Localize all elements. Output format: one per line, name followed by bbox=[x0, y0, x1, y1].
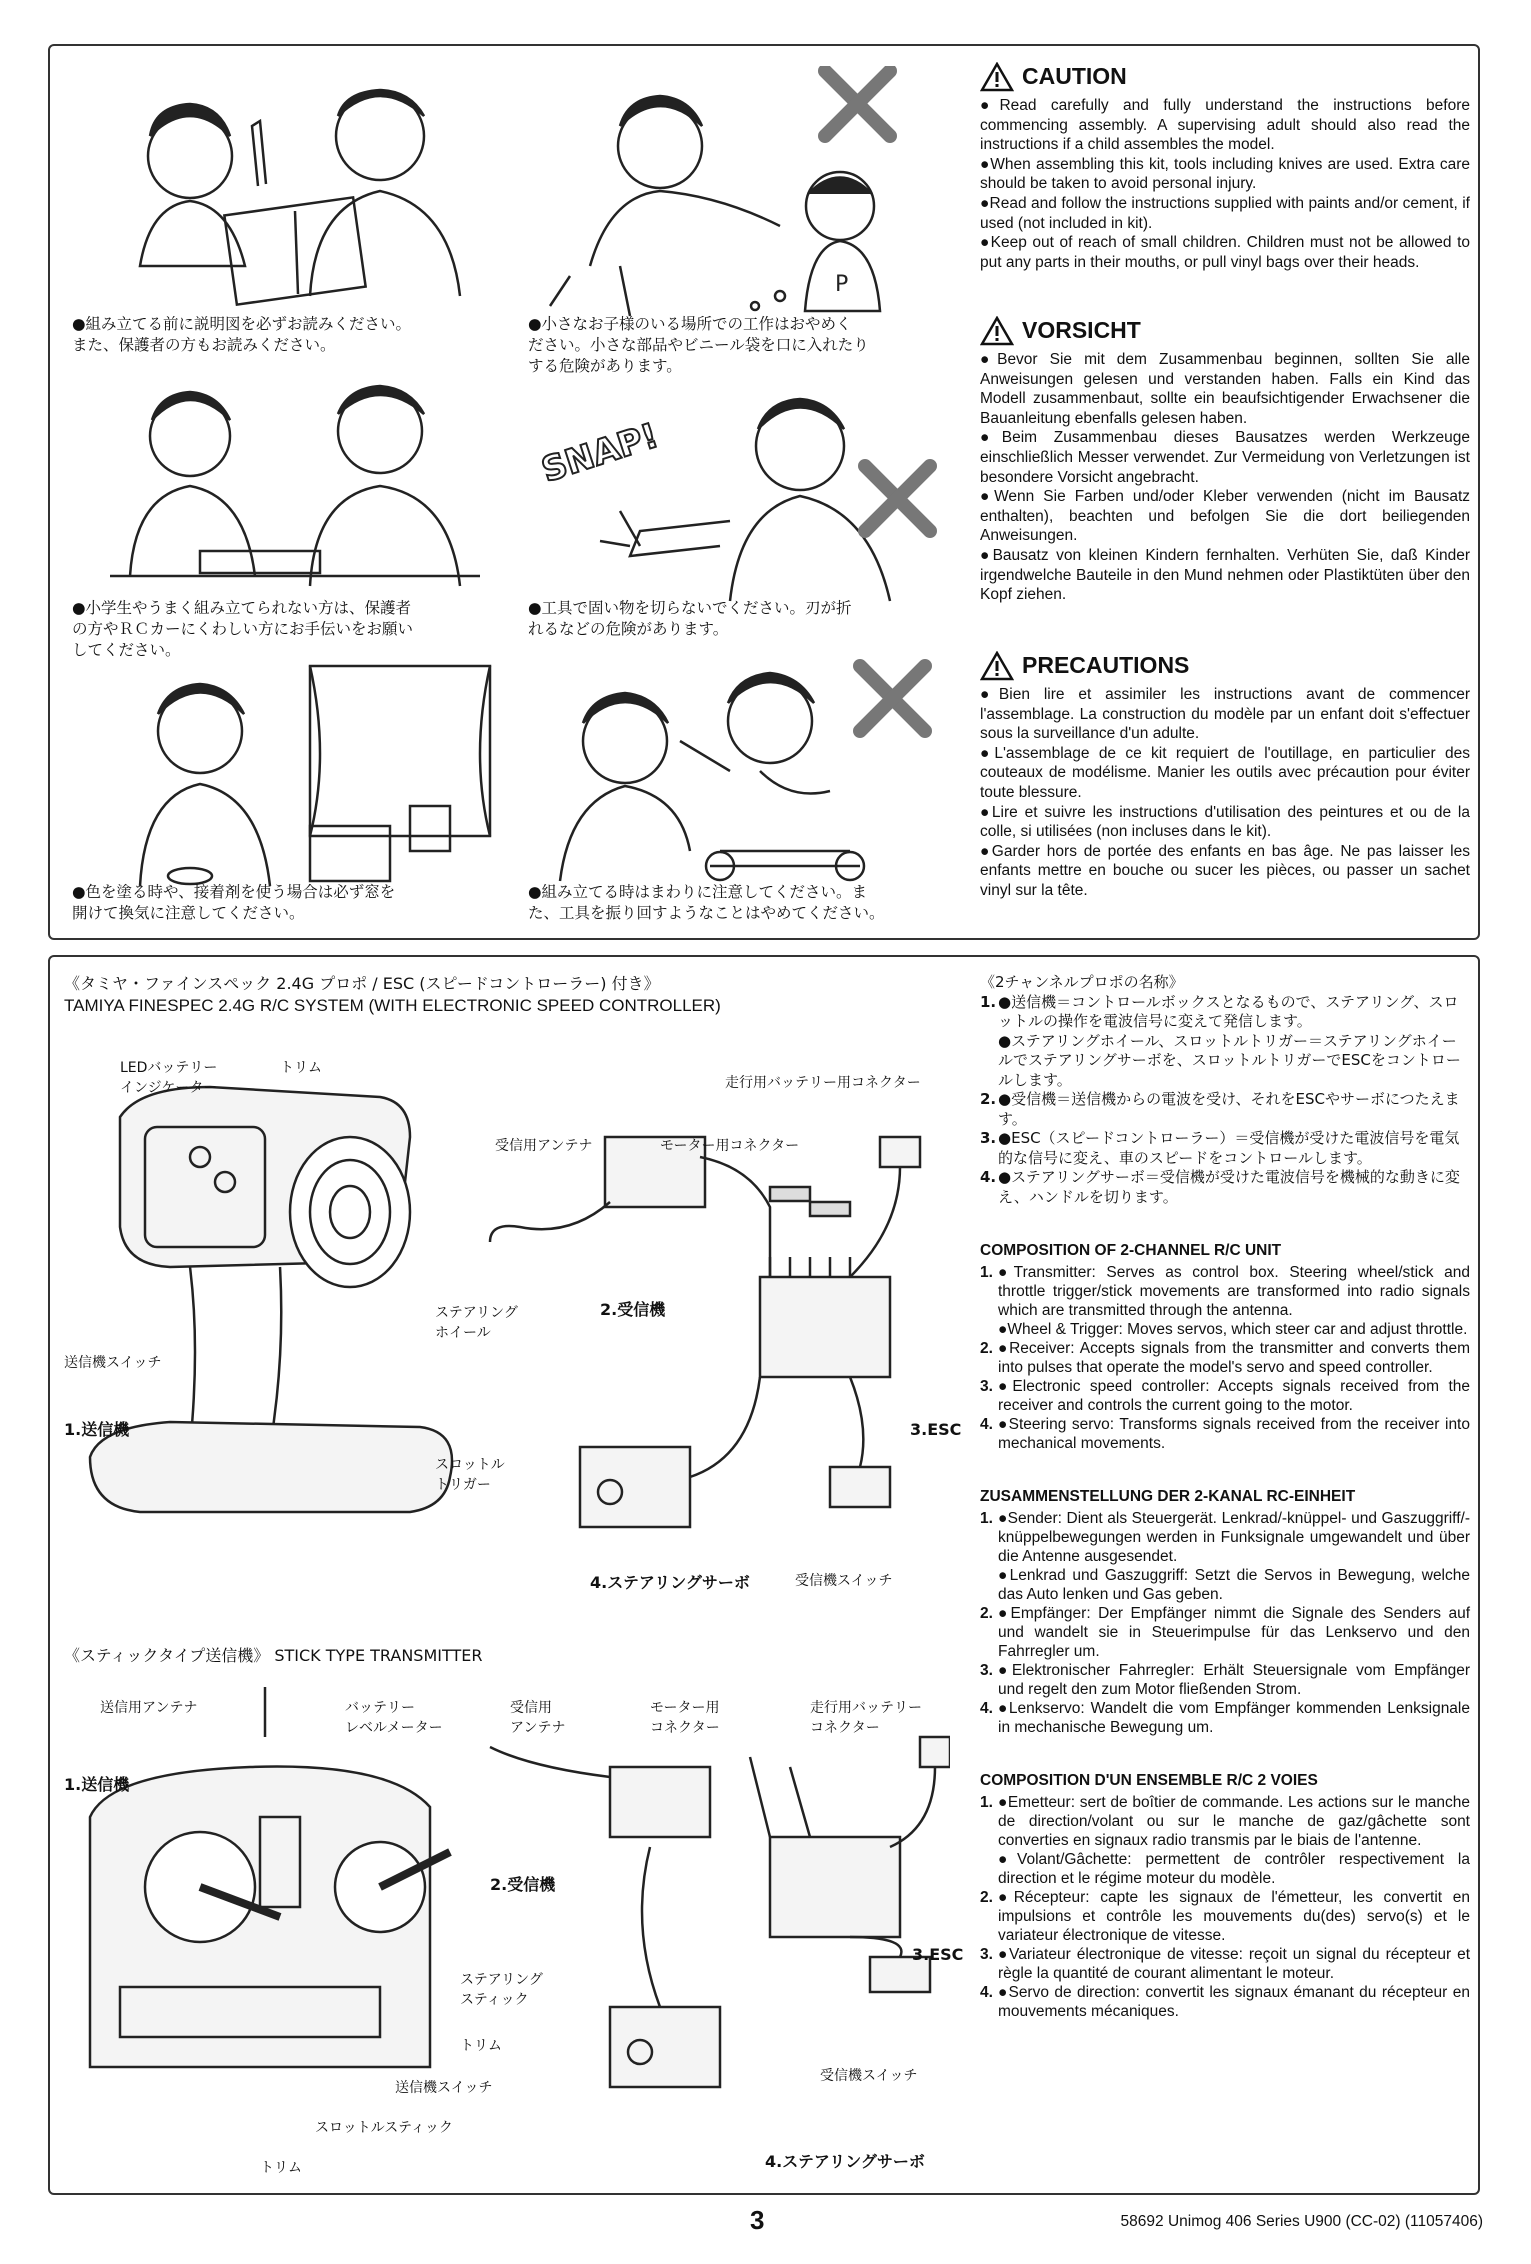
caution-item: ●Read and follow the instructions supplied with paints and/or cement, if used (not included in kit). bbox=[980, 194, 1470, 232]
item-text: ●Variateur électronique de vitesse: reçoit un signal du récepteur et règle la quantité de courant alimentant le moteur. bbox=[998, 1946, 1470, 1982]
label-motor-connector-stick: モーター用 コネクター bbox=[650, 1700, 720, 1736]
item-number: 1. bbox=[980, 1510, 993, 1527]
item-number: 2. bbox=[980, 1090, 997, 1108]
snap-text: SNAP! bbox=[536, 415, 664, 491]
item-text: ●Lenkrad und Gaszuggriff: Setzt die Servos in Bewegung, welche das Auto lenken und Gas geben. bbox=[998, 1567, 1470, 1603]
label-battery-level-meter: バッテリー レベルメーター bbox=[345, 1700, 443, 1736]
caution-section bbox=[980, 62, 1470, 272]
caution-heading bbox=[980, 62, 1470, 92]
label-esc-stick: 3.ESC bbox=[912, 1945, 964, 1964]
item-number: 4. bbox=[980, 1984, 993, 2001]
label-drive-battery-connector: 走行用バッテリー用コネクター bbox=[725, 1075, 921, 1091]
safety-panel bbox=[48, 44, 1480, 940]
item-text: ●Receiver: Accepts signals from the transmitter and converts them into pulses that operate the model's servo and speed controller. bbox=[998, 1340, 1470, 1376]
vorsicht-item: ●Beim Zusammenbau dieses Bausatzes werden Werkzeuge einschließlich Messer verwendet. Zur Vermeidung von Verletzungen ist besondere Vorsicht angebracht. bbox=[980, 429, 1470, 486]
note-cutting-hard-objects: ●工具で固い物を切らないでください。刃が折 れるなどの危険があります。 bbox=[528, 599, 852, 638]
precautions-title: PRECAUTIONS bbox=[1022, 652, 1190, 679]
precautions-section bbox=[980, 651, 1470, 901]
label-throttle-stick: スロットルスティック bbox=[315, 2120, 453, 2136]
jp-components-title: 《2チャンネルプロポの名称》 bbox=[980, 973, 1184, 991]
illustration-painting bbox=[80, 656, 500, 906]
item-number bbox=[980, 1850, 998, 1888]
label-transmitter-switch: 送信機スイッチ bbox=[64, 1355, 162, 1371]
item-number: 2. bbox=[980, 1605, 993, 1622]
system-title-en: TAMIYA FINESPEC 2.4G R/C SYSTEM (WITH ELECTRONIC SPEED CONTROLLER) bbox=[64, 996, 721, 1015]
note-small-children: ●小さなお子様のいる場所での工作はおやめく ださい。小さな部品やビニール袋を口に入れたり する危険があります。 bbox=[528, 315, 869, 375]
rc-system-panel bbox=[48, 955, 1480, 2195]
note-ask-for-help: ●小学生やうまく組み立てられない方は、保護者 の方やＲＣカーにくわしい方にお手伝いをお願い してください。 bbox=[72, 599, 414, 659]
fr-components-title: COMPOSITION D'UN ENSEMBLE R/C 2 VOIES bbox=[980, 1772, 1318, 1789]
caution-item: ●Read carefully and fully understand the instructions before commencing assembly. A supervising adult should also read the instructions if a child assembles the model. bbox=[980, 97, 1470, 154]
page-number: 3 bbox=[750, 2205, 765, 2235]
label-trim2-stick: トリム bbox=[260, 2160, 302, 2176]
stick-transmitter-diagram bbox=[50, 1677, 950, 2187]
item-number: 4. bbox=[980, 1168, 997, 1186]
item-number: 1. bbox=[980, 1794, 993, 1811]
label-receiver: 2.受信機 bbox=[600, 1300, 666, 1319]
caution-item: ●Keep out of reach of small children. Children must not be allowed to put any parts in their mouths, or pull vinyl bags over their heads. bbox=[980, 234, 1470, 271]
illustration-swinging-tools bbox=[530, 651, 950, 901]
caution-item: ●When assembling this kit, tools including knives are used. Extra care should be taken to avoid personal injury. bbox=[980, 155, 1470, 193]
item-text: ●Récepteur: capte les signaux de l'émetteur, les convertit en impulsions et contrôle les mouvements du(des) servo(s) et le variateur électronique de vitesse. bbox=[998, 1889, 1470, 1944]
vorsicht-section bbox=[980, 316, 1470, 605]
item-number: 3. bbox=[980, 1378, 993, 1395]
label-rx-antenna-stick: 受信用 アンテナ bbox=[510, 1700, 566, 1736]
item-number: 4. bbox=[980, 1700, 993, 1717]
item-text: ●送信機＝コントロールボックスとなるもので、ステアリング、スロットルの操作を電波信号に変えて発信します。 bbox=[998, 992, 1459, 1030]
label-steering-wheel: ステアリング ホイール bbox=[435, 1305, 518, 1341]
item-text: ●Elektronischer Fahrregler: Erhält Steuersignale vom Empfänger und regelt den zum Motor fließenden Strom. bbox=[998, 1662, 1470, 1698]
precautions-heading bbox=[980, 651, 1470, 681]
label-rx-switch-stick: 受信機スイッチ bbox=[820, 2068, 918, 2084]
item-number: 3. bbox=[980, 1129, 997, 1147]
label-tx-switch-stick: 送信機スイッチ bbox=[395, 2080, 493, 2096]
label-trim-stick: トリム bbox=[460, 2038, 502, 2054]
jp-components-section bbox=[980, 973, 1470, 1207]
item-number: 2. bbox=[980, 1889, 993, 1906]
item-text: ●Sender: Dient als Steuergerät. Lenkrad/-knüppel- und Gaszuggriff/- knüppelbewegungen werden in Funksignale umgewandelt und über die Antenne ausgesendet. bbox=[998, 1510, 1470, 1565]
caution-title: CAUTION bbox=[1022, 63, 1127, 90]
warning-triangle-icon bbox=[980, 62, 1014, 92]
item-number bbox=[980, 1566, 998, 1604]
item-number: 3. bbox=[980, 1946, 993, 1963]
item-number bbox=[980, 1032, 998, 1091]
vorsicht-item: ●Wenn Sie Farben und/oder Kleber verwenden (nicht im Bausatz enthalten), beachten und befolgen Sie die dort beiliegenden Anweisungen. bbox=[980, 488, 1470, 545]
item-number: 3. bbox=[980, 1662, 993, 1679]
label-steering-servo-stick: 4.ステアリングサーボ bbox=[765, 2152, 925, 2171]
label-led-indicator: LEDバッテリー インジケーター bbox=[120, 1060, 218, 1096]
item-text: ●受信機＝送信機からの電波を受け、それをESCやサーボにつたえます。 bbox=[998, 1090, 1460, 1128]
vorsicht-heading bbox=[980, 316, 1470, 346]
item-number: 1. bbox=[980, 1264, 993, 1281]
label-drive-battery-connector-stick: 走行用バッテリー コネクター bbox=[810, 1700, 922, 1736]
item-text: ●Wheel & Trigger: Moves servos, which steer car and adjust throttle. bbox=[998, 1321, 1468, 1338]
footer-product-code: 58692 Unimog 406 Series U900 (CC-02) (11057406) bbox=[1120, 2213, 1483, 2230]
de-components-title: ZUSAMMENSTELLUNG DER 2-KANAL RC-EINHEIT bbox=[980, 1488, 1356, 1505]
illustration-ask-for-help bbox=[80, 376, 500, 616]
svg-text:P: P bbox=[835, 272, 849, 297]
precautions-item: ●L'assemblage de ce kit requiert de l'outillage, en particulier des couteaux de modélisme. Manier les outils avec précaution pour éviter toute blessure. bbox=[980, 744, 1470, 801]
precautions-item: ●Lire et suivre les instructions d'utilisation des peintures et ou de la colle, si utilisées (non incluses dans le kit). bbox=[980, 803, 1470, 841]
label-throttle-trigger: スロットル トリガー bbox=[435, 1457, 505, 1493]
item-number bbox=[980, 1320, 998, 1339]
label-steering-stick: ステアリング スティック bbox=[460, 1972, 543, 2008]
label-steering-servo: 4.ステアリングサーボ bbox=[590, 1573, 750, 1592]
item-text: ●Transmitter: Serves as control box. Steering wheel/stick and throttle trigger/stick movements are transformed into radio signals which are transmitted through the antenna. bbox=[998, 1264, 1470, 1319]
label-receiver-antenna: 受信用アンテナ bbox=[495, 1138, 593, 1154]
precautions-item: ●Bien lire et assimiler les instructions avant de commencer l'assemblage. La construction du modèle par un enfant doit s'effectuer sous la surveillance d'un adulte. bbox=[980, 686, 1470, 743]
label-esc: 3.ESC bbox=[910, 1420, 962, 1439]
item-text: ●ステアリングホイール、スロットルトリガー＝ステアリングホイールでステアリングサーボを、スロットルトリガーでESCをコントロールします。 bbox=[998, 1031, 1461, 1089]
item-text: ●Electronic speed controller: Accepts signals received from the receiver and controls the current going to the motor. bbox=[998, 1378, 1470, 1414]
item-number: 1. bbox=[980, 992, 997, 1011]
label-trim: トリム bbox=[280, 1060, 322, 1076]
vorsicht-title: VORSICHT bbox=[1022, 317, 1141, 344]
item-text: ●Servo de direction: convertit les signaux émanant du récepteur en mouvements mécaniques. bbox=[998, 1984, 1470, 2020]
item-number: 2. bbox=[980, 1340, 993, 1357]
warning-triangle-icon bbox=[980, 651, 1014, 681]
item-text: ●Empfänger: Der Empfänger nimmt die Signale des Senders auf und wandelt sie in Steuerimpulse für das Lenkservo und den Fahrregler um. bbox=[998, 1605, 1470, 1660]
item-text: ●ESC（スピードコントローラー）＝受信機が受けた電波信号を電気的な信号に変え、車のスピードをコントロールします。 bbox=[998, 1129, 1460, 1167]
label-receiver-stick: 2.受信機 bbox=[490, 1875, 556, 1894]
item-text: ●Lenkservo: Wandelt die vom Empfänger kommenden Lenksignale in mechanische Bewegung um. bbox=[998, 1700, 1470, 1736]
de-components-section bbox=[980, 1487, 1470, 1737]
label-transmitter: 1.送信機 bbox=[64, 1420, 130, 1439]
label-motor-connector: モーター用コネクター bbox=[660, 1138, 800, 1154]
item-text: ●Volant/Gâchette: permettent de contrôler respectivement la direction et le régime moteur du modèle. bbox=[998, 1851, 1470, 1887]
system-title-jp: 《タミヤ・ファインスペック 2.4G プロポ / ESC (スピードコントローラー) 付き》 bbox=[64, 974, 660, 993]
note-swinging-tools: ●組み立てる時はまわりに注意してください。ま た、工具を振り回すようなことはやめてください。 bbox=[528, 883, 885, 922]
item-text: ●ステアリングサーボ＝受信機が受けた電波信号を機械的な動きに変え、ハンドルを切ります。 bbox=[998, 1168, 1460, 1206]
item-text: ●Steering servo: Transforms signals received from the receiver into mechanical movements. bbox=[998, 1416, 1470, 1452]
item-text: ●Emetteur: sert de boîtier de commande. Les actions sur le manche de direction/volant ou sur le manche de gaz/gâchette sont converties en signaux radio transmis par le biais de l'antenne. bbox=[998, 1794, 1470, 1849]
vorsicht-item: ●Bausatz von kleinen Kindern fernhalten. Verhüten Sie, daß Kinder irgendwelche Bauteile in den Mund nehmen oder Plastiktüten über den Kopf ziehen. bbox=[980, 546, 1470, 604]
en-components-section bbox=[980, 1241, 1470, 1453]
stick-transmitter-title: 《スティックタイプ送信機》 STICK TYPE TRANSMITTER bbox=[64, 1646, 483, 1665]
label-tx-antenna: 送信用アンテナ bbox=[100, 1700, 198, 1716]
label-transmitter-stick: 1.送信機 bbox=[64, 1775, 130, 1794]
vorsicht-item: ●Bevor Sie mit dem Zusammenbau beginnen, sollten Sie alle Anweisungen gelesen und verstanden haben. Falls ein Kind das Modell zusammenbaut, sollte ein beaufsichtigender Erwachsener die Bauanleitung ebenfalls gelesen haben. bbox=[980, 351, 1470, 427]
note-read-instructions: ●組み立てる前に説明図を必ずお読みください。 また、保護者の方もお読みください。 bbox=[72, 315, 412, 354]
fr-components-section bbox=[980, 1771, 1470, 2021]
illustration-tool-snap bbox=[530, 371, 950, 621]
precautions-item: ●Garder hors de portée des enfants en bas âge. Ne pas laisser les enfants mettre en bouche ou sucer les pièces, ou passer un sachet vinyl sur la tête. bbox=[980, 842, 1470, 899]
note-ventilation: ●色を塗る時や、接着剤を使う場合は必ず窓を 開けて換気に注意してください。 bbox=[72, 883, 396, 922]
components-text-column bbox=[980, 973, 1470, 2021]
item-number: 4. bbox=[980, 1416, 993, 1433]
illustration-small-children bbox=[530, 66, 950, 336]
label-receiver-switch: 受信機スイッチ bbox=[795, 1573, 893, 1589]
illustration-reading-instructions bbox=[80, 66, 500, 336]
warning-triangle-icon bbox=[980, 316, 1014, 346]
en-components-title: COMPOSITION OF 2-CHANNEL R/C UNIT bbox=[980, 1242, 1282, 1259]
